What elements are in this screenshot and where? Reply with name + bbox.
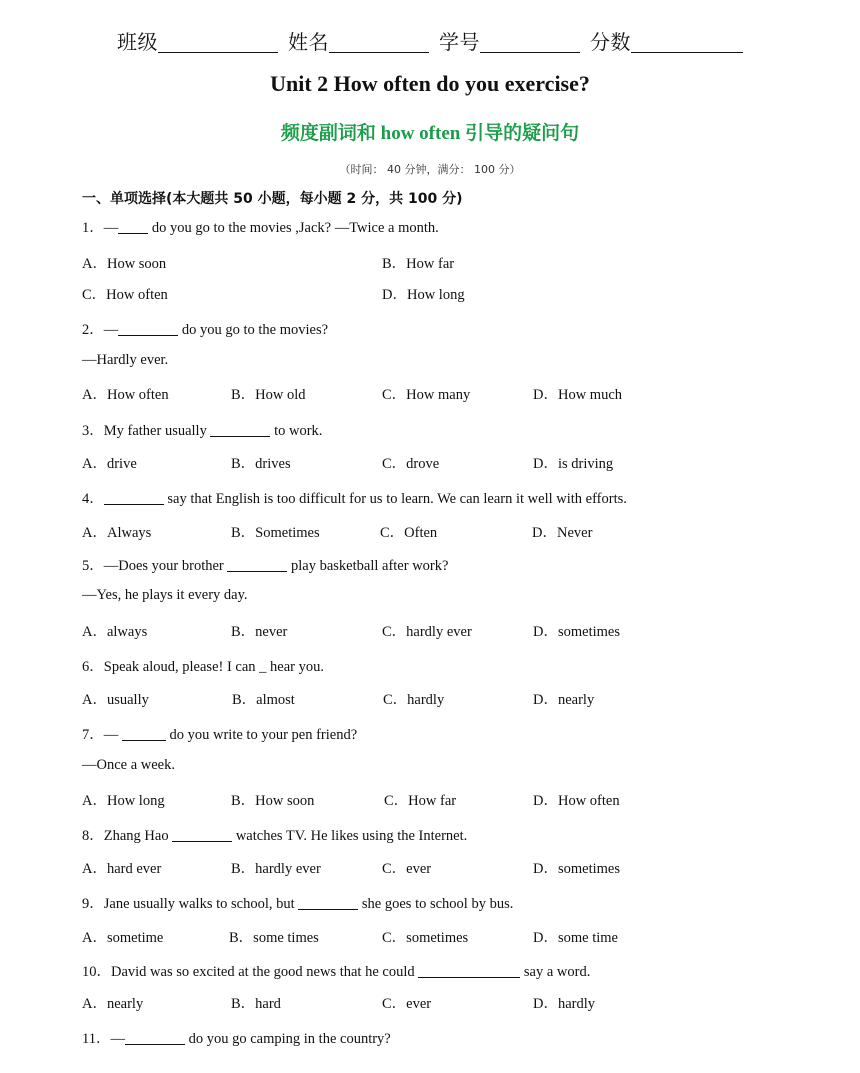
question-1-option-b[interactable]: B．How far: [382, 256, 455, 272]
question-7-response: —Once a week.: [82, 757, 175, 773]
question-10-option-a[interactable]: A．nearly: [82, 996, 144, 1012]
answer-blank[interactable]: [122, 726, 166, 741]
stem-text: she goes to school by bus.: [358, 896, 514, 912]
question-2-response: —Hardly ever.: [82, 352, 169, 368]
question-10-option-d[interactable]: D．hardly: [533, 996, 596, 1012]
question-3-option-b[interactable]: B．drives: [231, 456, 291, 472]
question-5-stem: [82, 554, 448, 575]
question-2-stem: [82, 318, 328, 339]
subtitle-zh-2: 引导的疑问句: [465, 122, 580, 144]
stem-text: do you go to the movies ,Jack? —Twice a month.: [148, 220, 439, 236]
question-5-response: —Yes, he plays it every day.: [82, 587, 248, 603]
question-8-option-b[interactable]: B．hardly ever: [231, 861, 321, 877]
question-7-option-a[interactable]: A．How long: [82, 793, 165, 809]
stem-text: say a word.: [520, 964, 591, 980]
question-7-option-c[interactable]: C．How far: [384, 793, 457, 809]
subtitle-en: how often: [380, 123, 461, 144]
question-5-option-d[interactable]: D．sometimes: [533, 624, 620, 640]
question-4-option-a[interactable]: A．Always: [82, 525, 152, 541]
stem-text: say that English is too difficult for us to learn. We can learn it well with efforts.: [163, 491, 627, 507]
question-10-stem: [82, 960, 590, 981]
answer-blank[interactable]: [118, 219, 148, 234]
stem-text: 8．Zhang Hao: [82, 828, 173, 844]
question-3-option-c[interactable]: C．drove: [382, 456, 440, 472]
class-label: 班级: [117, 30, 158, 54]
student-info-header: [0, 26, 860, 55]
time-info: （时间： 40 分钟，满分： 100 分）: [339, 163, 521, 176]
stem-text: do you go to the movies?: [178, 322, 329, 338]
stem-text: 7．—: [82, 727, 122, 743]
answer-blank[interactable]: [227, 557, 287, 572]
name-label: 姓名: [288, 30, 329, 54]
id-blank[interactable]: [480, 32, 580, 53]
question-6-option-b[interactable]: B．almost: [232, 692, 295, 708]
question-1-stem: [82, 216, 439, 237]
page-subtitle: [0, 118, 860, 145]
question-2-option-d[interactable]: D．How much: [533, 387, 623, 403]
question-3-option-d[interactable]: D．is driving: [533, 456, 614, 472]
stem-text: do you write to your pen friend?: [165, 727, 358, 743]
question-9-option-c[interactable]: C．sometimes: [382, 930, 469, 946]
answer-blank[interactable]: [418, 963, 520, 978]
stem-text: 1．—: [82, 220, 119, 236]
stem-text: do you go camping in the country?: [184, 1031, 391, 1047]
answer-blank[interactable]: [298, 895, 358, 910]
stem-text: 11．—: [82, 1031, 125, 1047]
question-7-option-b[interactable]: B．How soon: [231, 793, 315, 809]
score-label: 分数: [590, 30, 631, 54]
question-4-option-d[interactable]: D．Never: [532, 525, 593, 541]
question-7-option-d[interactable]: D．How often: [533, 793, 620, 809]
question-10-option-b[interactable]: B．hard: [231, 996, 281, 1012]
question-6-option-d[interactable]: D．nearly: [533, 692, 595, 708]
stem-text: 10．David was so excited at the good news that he could: [82, 964, 419, 980]
stem-text: 3．My father usually: [82, 423, 211, 439]
stem-text: 4．: [82, 491, 104, 507]
stem-text: to work.: [270, 423, 323, 439]
stem-text: 5．—Does your brother: [82, 558, 228, 574]
question-5-option-b[interactable]: B．never: [231, 624, 288, 640]
stem-text: play basketball after work?: [287, 558, 449, 574]
question-9-option-b[interactable]: B．some times: [229, 930, 319, 946]
question-8-option-a[interactable]: A．hard ever: [82, 861, 162, 877]
question-8-option-d[interactable]: D．sometimes: [533, 861, 620, 877]
score-blank[interactable]: [631, 32, 743, 53]
question-5-option-c[interactable]: C．hardly ever: [382, 624, 472, 640]
question-4-option-c[interactable]: C．Often: [380, 525, 438, 541]
stem-text: watches TV. He likes using the Internet.: [232, 828, 468, 844]
question-9-option-a[interactable]: A．sometime: [82, 930, 164, 946]
subtitle-zh-1: 频度副词和: [280, 122, 376, 144]
question-6-stem: 6．Speak aloud, please! I can _ hear you.: [82, 659, 324, 675]
question-1-option-a[interactable]: A．How soon: [82, 256, 167, 272]
question-11-stem: [82, 1027, 391, 1048]
question-8-stem: [82, 824, 467, 845]
answer-blank[interactable]: [118, 321, 178, 336]
question-9-stem: [82, 892, 513, 913]
name-blank[interactable]: [329, 32, 429, 53]
question-2-option-b[interactable]: B．How old: [231, 387, 306, 403]
question-1-option-d[interactable]: D．How long: [382, 287, 465, 303]
question-7-stem: [82, 723, 357, 744]
question-1-option-c[interactable]: C．How often: [82, 287, 168, 303]
question-2-option-c[interactable]: C．How many: [382, 387, 471, 403]
question-6-option-c[interactable]: C．hardly: [383, 692, 445, 708]
id-label: 学号: [439, 30, 480, 54]
answer-blank[interactable]: [125, 1030, 185, 1045]
answer-blank[interactable]: [104, 490, 164, 505]
question-4-stem: [82, 487, 627, 508]
question-5-option-a[interactable]: A．always: [82, 624, 148, 640]
question-3-stem: [82, 419, 322, 440]
answer-blank[interactable]: [210, 422, 270, 437]
question-10-option-c[interactable]: C．ever: [382, 996, 432, 1012]
question-2-option-a[interactable]: A．How often: [82, 387, 169, 403]
question-3-option-a[interactable]: A．drive: [82, 456, 137, 472]
question-6-option-a[interactable]: A．usually: [82, 692, 149, 708]
question-4-option-b[interactable]: B．Sometimes: [231, 525, 320, 541]
class-blank[interactable]: [158, 32, 278, 53]
page-title: Unit 2 How often do you exercise?: [270, 71, 590, 96]
stem-text: 9．Jane usually walks to school, but: [82, 896, 299, 912]
answer-blank[interactable]: [172, 827, 232, 842]
stem-text: 2．—: [82, 322, 119, 338]
question-8-option-c[interactable]: C．ever: [382, 861, 432, 877]
section-title: 一、单项选择(本大题共 50 小题，每小题 2 分，共 100 分): [82, 191, 463, 207]
question-9-option-d[interactable]: D．some time: [533, 930, 618, 946]
